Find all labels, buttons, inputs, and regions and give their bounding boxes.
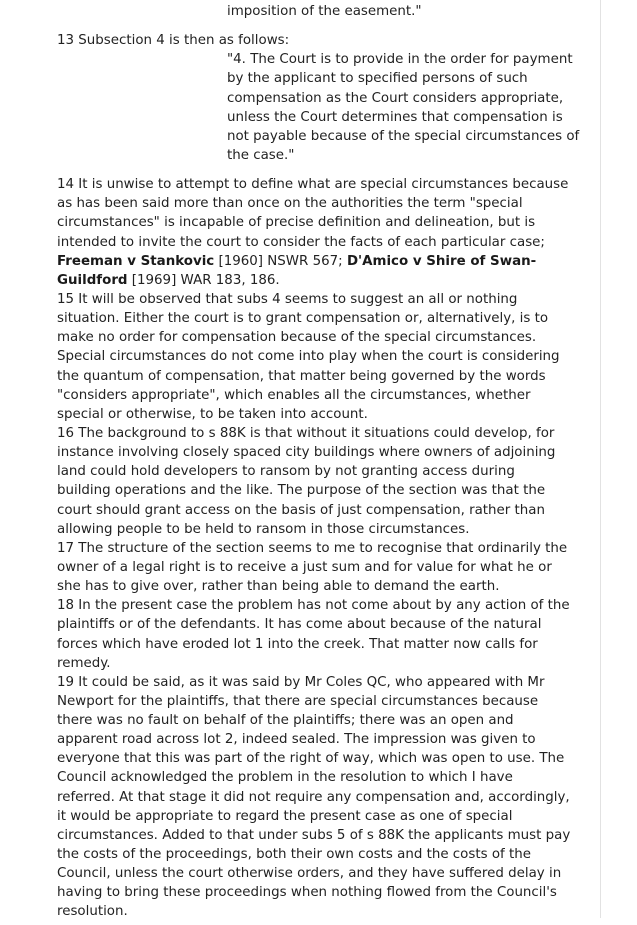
case-name-damico-cont: Guildford xyxy=(57,272,128,288)
quote-end-line: imposition of the easement." xyxy=(227,4,422,19)
paragraph-line: forces which have eroded lot 1 into the creek. That matter now calls for xyxy=(57,636,538,652)
paragraph-14 xyxy=(57,175,597,290)
paragraph-line: referred. At that stage it did not require any compensation and, accordingly, xyxy=(57,789,570,805)
paragraph-line: "considers appropriate", which enables all the circumstances, whether xyxy=(57,387,531,403)
quote-line: the case." xyxy=(227,147,295,163)
paragraph-line: as has been said more than once on the authorities the term "special xyxy=(57,196,523,212)
paragraph-line: 16 The background to s 88K is that without it situations could develop, for xyxy=(57,425,555,441)
paragraph-line: plaintiffs or of the defendants. It has come about because of the natural xyxy=(57,617,542,633)
paragraph-line: situation. Either the court is to grant compensation or, alternatively, is to xyxy=(57,311,549,327)
paragraph-line: the quantum of compensation, that matter being governed by the words xyxy=(57,368,546,384)
paragraph-line: Newport for the plaintiffs, that there are special circumstances because xyxy=(57,693,539,709)
paragraph-line: having to bring these proceedings when nothing flowed from the Council's xyxy=(57,885,557,901)
paragraph-line: 14 It is unwise to attempt to define what are special circumstances because xyxy=(57,177,569,193)
paragraph-line: allowing people to be held to ransom in those circumstances. xyxy=(57,521,470,537)
quote-line: unless the Court determines that compensation is xyxy=(227,109,563,125)
para-13-intro: 13 Subsection 4 is then as follows: xyxy=(57,33,290,49)
paragraph-line xyxy=(57,271,597,290)
paragraph-line: everyone that this was part of the right of way, which was open to use. The xyxy=(57,751,565,767)
spacer xyxy=(57,165,597,175)
paragraph-line: 17 The structure of the section seems to me to recognise that ordinarily the xyxy=(57,540,568,556)
paragraph-16 xyxy=(57,424,597,539)
case-name-freeman: Freeman v Stankovic xyxy=(57,253,215,269)
quote-line: compensation as the Court considers appropriate, xyxy=(227,90,564,106)
paragraph-line: building operations and the like. The purpose of the section was that the xyxy=(57,483,546,499)
paragraph-line: owner of a legal right is to receive a just sum and for value for what he or xyxy=(57,559,552,575)
paragraph-line: the costs of the proceedings, both their own costs and the costs of the xyxy=(57,847,531,863)
quote-line: "4. The Court is to provide in the order for payment xyxy=(227,52,573,68)
paragraph-line: make no order for compensation because of the special circumstances. xyxy=(57,330,537,346)
paragraph-line: remedy. xyxy=(57,655,111,671)
judgment-text xyxy=(57,2,597,922)
paragraph-line: intended to invite the court to consider the facts of each particular case; xyxy=(57,234,545,250)
case-name-damico: D'Amico v Shire of Swan- xyxy=(346,253,537,269)
paragraph-15 xyxy=(57,290,597,424)
paragraph-line: special or otherwise, to be taken into account. xyxy=(57,406,368,422)
paragraph-line xyxy=(57,252,597,271)
paragraph-line: Council, unless the court otherwise orders, and they have suffered delay in xyxy=(57,866,562,882)
paragraph-18 xyxy=(57,596,597,673)
paragraph-line: court should grant access on the basis of just compensation, rather than xyxy=(57,502,545,518)
paragraph-line: there was no fault on behalf of the plaintiffs; there was an open and xyxy=(57,713,514,729)
paragraph-line: circumstances" is incapable of precise definition and delineation, but is xyxy=(57,215,536,231)
paragraph-19 xyxy=(57,673,597,922)
case-citation: [1969] WAR 183, 186. xyxy=(127,272,280,288)
quote-line: by the applicant to specified persons of such xyxy=(227,71,528,87)
page-edge-divider xyxy=(600,0,601,918)
paragraph-line: 15 It will be observed that subs 4 seems to suggest an all or nothing xyxy=(57,291,518,307)
paragraph-line: instance involving closely spaced city buildings where owners of adjoining xyxy=(57,445,556,461)
paragraph-line: circumstances. Added to that under subs 5 of s 88K the applicants must pay xyxy=(57,827,571,843)
paragraph-17 xyxy=(57,539,597,596)
paragraph-line: resolution. xyxy=(57,904,128,920)
paragraph-line: Council acknowledged the problem in the resolution to which I have xyxy=(57,770,513,786)
para-13-quote xyxy=(57,50,597,165)
paragraph-line: land could hold developers to ransom by not granting access during xyxy=(57,464,515,480)
paragraph-line: Special circumstances do not come into play when the court is considering xyxy=(57,349,560,365)
paragraph-line: apparent road across lot 2, indeed sealed. The impression was given to xyxy=(57,732,536,748)
paragraph-line: it would be appropriate to regard the present case as one of special xyxy=(57,808,513,824)
paragraph-line: 19 It could be said, as it was said by Mr Coles QC, who appeared with Mr xyxy=(57,674,545,690)
case-citation: [1960] NSWR 567; xyxy=(214,253,347,269)
paragraph-line: 18 In the present case the problem has not come about by any action of the xyxy=(57,598,570,614)
spacer xyxy=(57,21,597,31)
paragraph-line: she has to give over, rather than being able to demand the earth. xyxy=(57,579,500,595)
quote-line: not payable because of the special circumstances of xyxy=(227,128,580,144)
